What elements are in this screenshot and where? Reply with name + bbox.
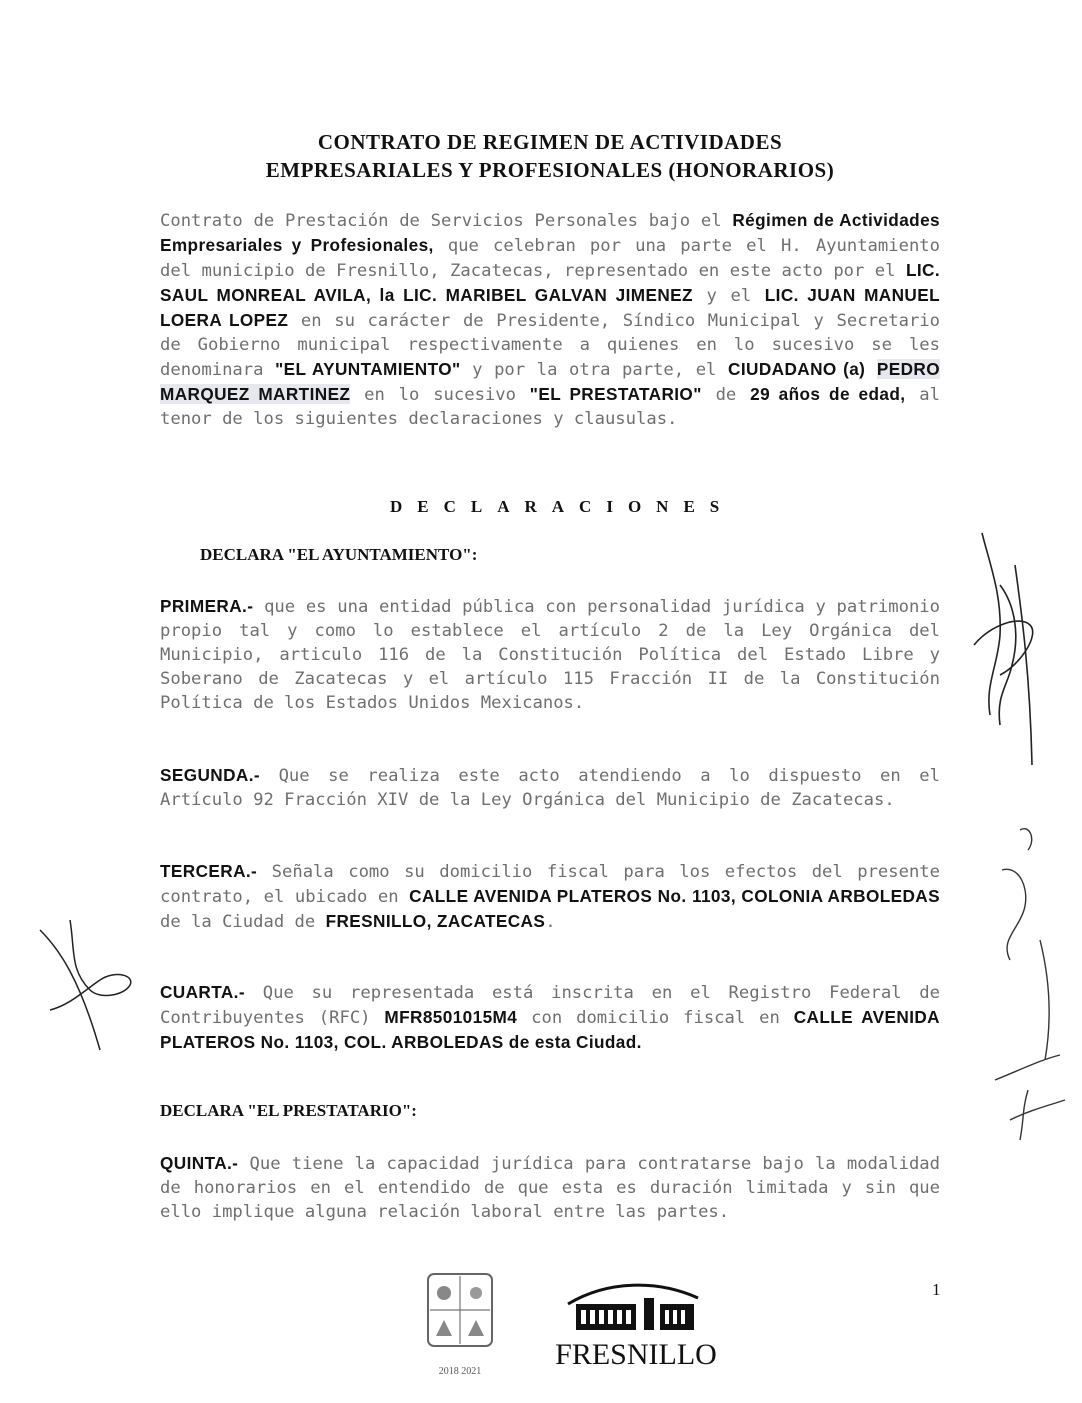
- prestatario-name: PEDRO MARQUEZ MARTINEZ: [160, 359, 941, 404]
- municipal-seal-icon: [422, 1268, 498, 1380]
- fresnillo-logo: [548, 1274, 730, 1374]
- clause-primera: PRIMERA.- que es una entidad pública con personalidad jurídica y patrimonio propio tal y como lo establece el artículo 2 de la Ley Orgánica del Municipio, articulo 116 de la Constitución Política del Estado Libre y Soberano de Zacatecas y el artículo 115 Fracción II de la Constitución Política de los Estados Unidos Mexicanos.: [160, 596, 940, 713]
- signature-right-top: [960, 525, 1050, 775]
- clause-quinta: QUINTA.- Que tiene la capacidad jurídica para contratarse bajo la modalidad de honorarios en el entendido de que esta es duración limitada y sin que ello implique alguna relación laboral entre las partes.: [160, 1153, 940, 1222]
- intro-paragraph: Contrato de Prestación de Servicios Personales bajo el Régimen de Actividades Empresariales y Profesionales, que celebran por una parte el H. Ayuntamiento del municipio de Fresnillo, Zacatecas, representado en este acto por el LIC. SAUL MONREAL AVILA, la LIC. MARIBEL GALVAN JIMENEZ y el LIC. JUAN MANUEL LOERA LOPEZ en su carácter de Presidente, Síndico Municipal y Secretario de Gobierno municipal respectivamente a quienes en lo sucesivo se les denominara "EL AYUNTAMIENTO" y por la otra parte, el CIUDADANO (a) PEDRO MARQUEZ MARTINEZ en lo sucesivo "EL PRESTATARIO" de 29 años de edad, al tenor de los siguientes declaraciones y clausulas.: [160, 210, 941, 429]
- title-line-2: EMPRESARIALES Y PROFESIONALES (HONORARIOS): [265, 158, 835, 182]
- contract-title: [160, 128, 940, 184]
- clause-tercera: TERCERA.- Señala como su domicilio fiscal para los efectos del presente contrato, el ubicado en CALLE AVENIDA PLATEROS No. 1103, COLONIA ARBOLEDAS de la Ciudad de FRESNILLO, ZACATECAS.: [160, 861, 940, 932]
- signature-left: [30, 910, 140, 1060]
- declaraciones-heading: DECLARACIONES: [390, 497, 735, 516]
- declara-prestatario-heading: DECLARA "EL PRESTATARIO":: [160, 1101, 417, 1120]
- seal-caption: 2018 2021: [438, 1366, 482, 1377]
- page-number: 1: [932, 1280, 941, 1299]
- title-line-1: CONTRATO DE REGIMEN DE ACTIVIDADES: [317, 130, 783, 154]
- signature-right-bottom: [990, 820, 1070, 1160]
- declara-ayuntamiento-heading: DECLARA "EL AYUNTAMIENTO":: [200, 545, 478, 564]
- clause-cuarta: CUARTA.- Que su representada está inscrita en el Registro Federal de Contribuyentes (RFC) MFR8501015M4 con domicilio fiscal en CALLE AVENIDA PLATEROS No. 1103, COL. ARBOLEDAS de esta Ciudad.: [160, 982, 940, 1052]
- clause-segunda: SEGUNDA.- Que se realiza este acto atendiendo a lo dispuesto en el Artículo 92 Fracción XIV de la Ley Orgánica del Municipio de Zacatecas.: [160, 765, 940, 810]
- logo-text: FRESNILLO: [555, 1338, 717, 1371]
